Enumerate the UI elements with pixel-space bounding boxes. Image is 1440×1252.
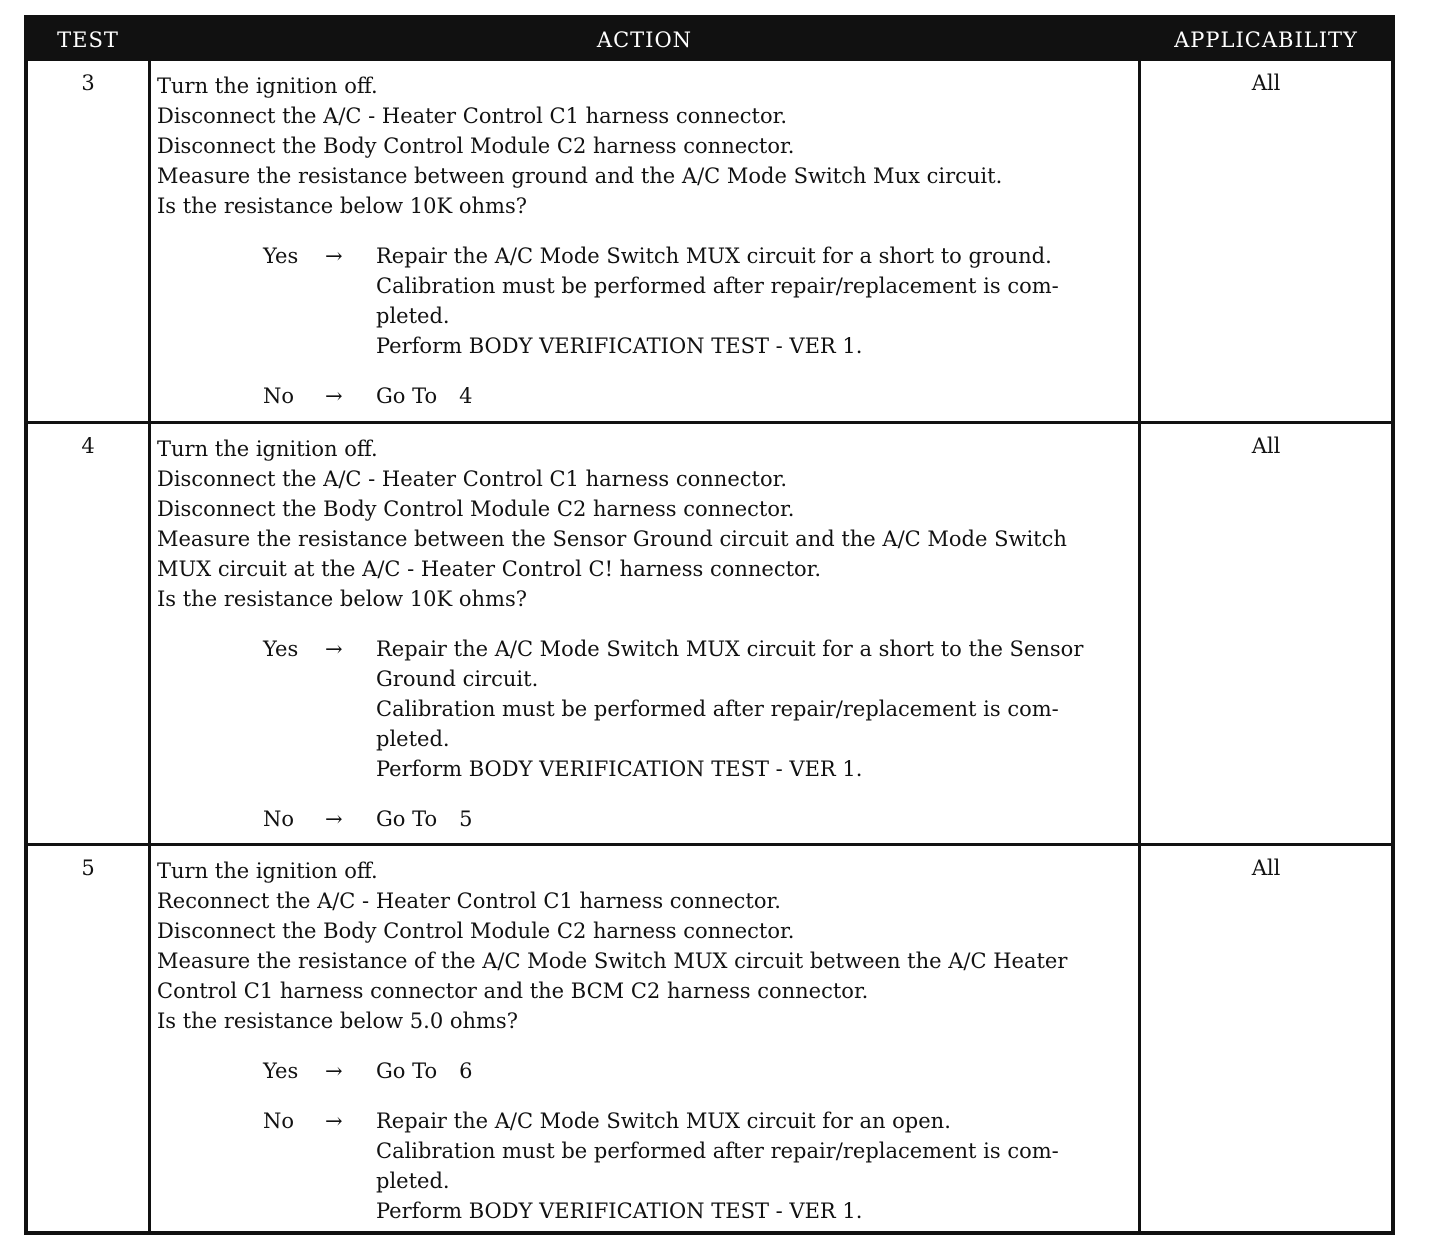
- header-action: ACTION: [596, 28, 693, 52]
- step-line: Reconnect the A/C - Heater Control C1 harness connector.: [157, 889, 781, 913]
- step-line: Is the resistance below 10K ohms?: [157, 194, 527, 218]
- no-result: [157, 1106, 1142, 1226]
- step-line: Disconnect the Body Control Module C2 harness connector.: [157, 134, 795, 158]
- yes-label: Yes: [263, 637, 299, 661]
- table-header: [28, 19, 1391, 61]
- result-line: Calibration must be performed after repair/replacement is com-: [376, 697, 1059, 721]
- header-test: TEST: [57, 28, 119, 52]
- applicability-value: All: [1251, 434, 1281, 458]
- right-arrow-icon: →: [325, 807, 343, 831]
- right-arrow-icon: →: [325, 1059, 343, 1083]
- table-row-test-4: [28, 421, 1391, 843]
- right-arrow-icon: →: [325, 1109, 343, 1133]
- result-line: pleted.: [376, 727, 450, 751]
- no-label: No: [263, 807, 295, 831]
- header-applicability: APPLICABILITY: [1174, 28, 1358, 52]
- step-line: Is the resistance below 5.0 ohms?: [157, 1009, 518, 1033]
- yes-result: [157, 1056, 1142, 1086]
- test-number: 3: [81, 71, 95, 95]
- table-row-test-5: [28, 843, 1391, 1235]
- result-line: Repair the A/C Mode Switch MUX circuit for a short to the Sensor: [376, 637, 1084, 661]
- applicability-value: All: [1251, 856, 1281, 880]
- step-line: Turn the ignition off.: [157, 437, 378, 461]
- test-number: 5: [81, 856, 95, 880]
- result-line: Ground circuit.: [376, 667, 539, 691]
- goto-test-number: 5: [459, 807, 473, 831]
- right-arrow-icon: →: [325, 244, 343, 268]
- step-line: Turn the ignition off.: [157, 859, 378, 883]
- yes-label: Yes: [263, 1059, 299, 1083]
- step-line: Disconnect the A/C - Heater Control C1 harness connector.: [157, 104, 787, 128]
- right-arrow-icon: →: [325, 637, 343, 661]
- step-line: Measure the resistance of the A/C Mode Switch MUX circuit between the A/C Heater: [157, 949, 1068, 973]
- step-line: Measure the resistance between the Sensor Ground circuit and the A/C Mode Switch: [157, 527, 1067, 551]
- action-cell: [157, 71, 1142, 411]
- result-line: Perform BODY VERIFICATION TEST - VER 1.: [376, 334, 863, 358]
- result-line: Perform BODY VERIFICATION TEST - VER 1.: [376, 757, 863, 781]
- result-line: pleted.: [376, 1169, 450, 1193]
- result-line: Repair the A/C Mode Switch MUX circuit for an open.: [376, 1109, 951, 1133]
- applicability-value: All: [1251, 71, 1281, 95]
- step-line: Measure the resistance between ground and the A/C Mode Switch Mux circuit.: [157, 164, 1003, 188]
- result-line: Calibration must be performed after repair/replacement is com-: [376, 1139, 1059, 1163]
- step-line: Disconnect the Body Control Module C2 harness connector.: [157, 497, 795, 521]
- step-line: Turn the ignition off.: [157, 74, 378, 98]
- no-label: No: [263, 1109, 295, 1133]
- goto-text: Go To: [376, 1059, 438, 1083]
- goto-text: Go To: [376, 807, 438, 831]
- right-arrow-icon: →: [325, 384, 343, 408]
- step-line: Control C1 harness connector and the BCM C2 harness connector.: [157, 979, 869, 1003]
- step-line: MUX circuit at the A/C - Heater Control C! harness connector.: [157, 557, 822, 581]
- yes-label: Yes: [263, 244, 299, 268]
- result-line: pleted.: [376, 304, 450, 328]
- step-line: Disconnect the A/C - Heater Control C1 harness connector.: [157, 467, 787, 491]
- yes-result: [157, 241, 1142, 361]
- result-line: Perform BODY VERIFICATION TEST - VER 1.: [376, 1199, 863, 1223]
- test-number: 4: [81, 434, 95, 458]
- no-result: [157, 381, 1142, 411]
- no-label: No: [263, 384, 295, 408]
- goto-text: Go To: [376, 384, 438, 408]
- result-line: Calibration must be performed after repair/replacement is com-: [376, 274, 1059, 298]
- yes-result: [157, 634, 1142, 784]
- action-cell: [157, 856, 1142, 1226]
- step-line: Disconnect the Body Control Module C2 harness connector.: [157, 919, 795, 943]
- goto-test-number: 6: [459, 1059, 473, 1083]
- step-line: Is the resistance below 10K ohms?: [157, 587, 527, 611]
- no-result: [157, 804, 1142, 834]
- table-row-test-3: [28, 61, 1391, 421]
- goto-test-number: 4: [459, 384, 473, 408]
- action-cell: [157, 434, 1142, 834]
- diagnostic-test-table: [24, 15, 1395, 1235]
- result-line: Repair the A/C Mode Switch MUX circuit for a short to ground.: [376, 244, 1052, 268]
